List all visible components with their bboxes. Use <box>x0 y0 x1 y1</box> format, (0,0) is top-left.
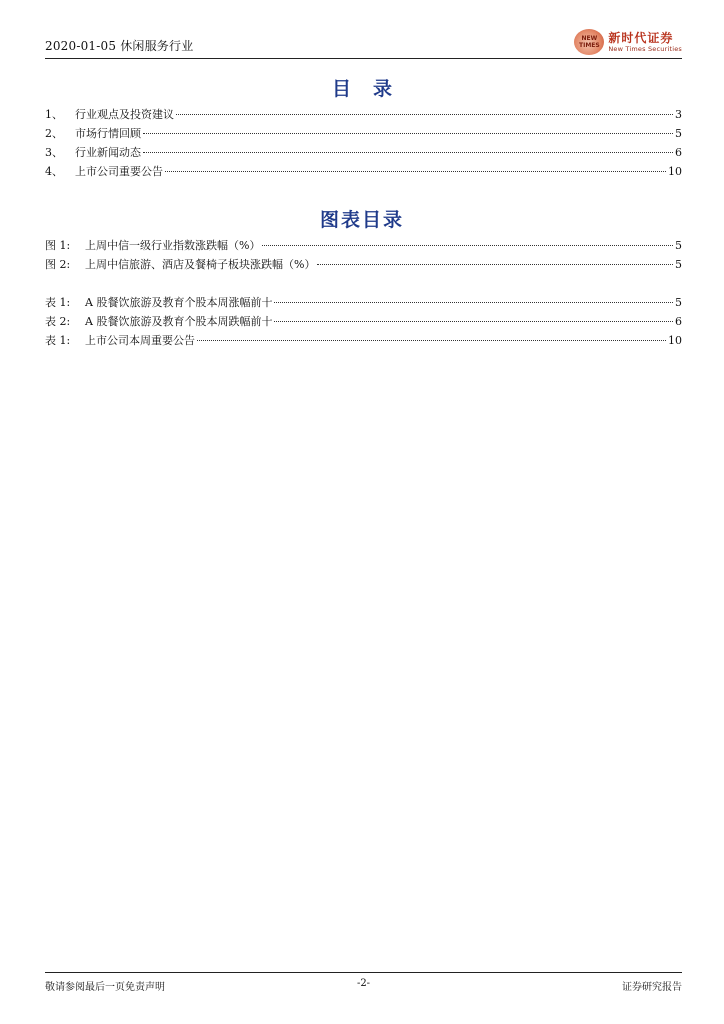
table-item[interactable] <box>45 313 682 332</box>
table-item[interactable] <box>45 332 682 351</box>
figure-list <box>45 237 682 275</box>
table-item-number: 表 2: <box>45 315 71 328</box>
figure-item-label: 上周中信旅游、酒店及餐椅子板块涨跌幅（%） <box>85 258 316 271</box>
logo-name-en: New Times Securities <box>608 45 682 53</box>
figures-title: 图表目录 <box>319 209 404 231</box>
logo-name-cn: 新时代证券 <box>608 31 674 45</box>
report-type: 证券研究报告 <box>622 982 682 993</box>
header-date-industry: 2020-01-05 休闲服务行业 <box>45 39 194 53</box>
toc-item-label: 上市公司重要公告 <box>75 165 163 178</box>
table-list <box>45 294 682 351</box>
table-item-number: 表 1: <box>45 334 71 347</box>
disclaimer-note: 敬请参阅最后一页免责声明 <box>45 982 165 993</box>
toc-item[interactable] <box>45 106 682 125</box>
figure-item-page: 5 <box>675 239 682 252</box>
toc-item-number: 2、 <box>45 127 63 140</box>
figure-item-number: 图 1: <box>45 239 71 252</box>
toc-item-page: 10 <box>668 165 682 178</box>
figure-item-page: 5 <box>675 258 682 271</box>
toc-item-page: 5 <box>675 127 682 140</box>
toc-item[interactable] <box>45 163 682 182</box>
figure-item-label: 上周中信一级行业指数涨跌幅（%） <box>85 239 261 252</box>
toc-leader-dots <box>274 321 673 322</box>
table-item[interactable] <box>45 294 682 313</box>
toc-item-label: 行业新闻动态 <box>75 146 141 159</box>
figure-item[interactable] <box>45 237 682 256</box>
table-item-label: A 股餐饮旅游及教育个股本周跌幅前十 <box>85 315 273 328</box>
toc-leader-dots <box>143 133 673 134</box>
toc-leader-dots <box>274 302 673 303</box>
logo-mark-line2: TIMES <box>579 42 600 49</box>
logo-mark-line1: NEW <box>581 35 598 42</box>
page-footer <box>45 972 682 993</box>
page-header <box>45 28 682 59</box>
toc-item-number: 4、 <box>45 165 63 178</box>
table-item-page: 6 <box>675 315 682 328</box>
toc-leader-dots <box>197 340 666 341</box>
toc-item-number: 3、 <box>45 146 63 159</box>
toc-item[interactable] <box>45 144 682 163</box>
toc-item-number: 1、 <box>45 108 63 121</box>
toc-leader-dots <box>143 152 673 153</box>
table-item-label: 上市公司本周重要公告 <box>85 334 195 347</box>
toc-item[interactable] <box>45 125 682 144</box>
table-item-label: A 股餐饮旅游及教育个股本周涨幅前十 <box>85 296 273 309</box>
toc-title: 目录 <box>331 78 414 100</box>
company-logo <box>574 28 682 56</box>
table-item-page: 5 <box>675 296 682 309</box>
page-number: -2- <box>356 978 371 989</box>
toc-item-page: 3 <box>675 108 682 121</box>
toc-list <box>45 106 682 182</box>
toc-leader-dots <box>165 171 666 172</box>
toc-item-label: 市场行情回顾 <box>75 127 141 140</box>
table-item-number: 表 1: <box>45 296 71 309</box>
toc-item-label: 行业观点及投资建议 <box>75 108 174 121</box>
new-times-logo-icon <box>574 29 604 55</box>
figure-item[interactable] <box>45 256 682 275</box>
toc-leader-dots <box>317 264 673 265</box>
toc-item-page: 6 <box>675 146 682 159</box>
toc-leader-dots <box>176 114 673 115</box>
toc-leader-dots <box>262 245 673 246</box>
figure-item-number: 图 2: <box>45 258 71 271</box>
table-item-page: 10 <box>668 334 682 347</box>
